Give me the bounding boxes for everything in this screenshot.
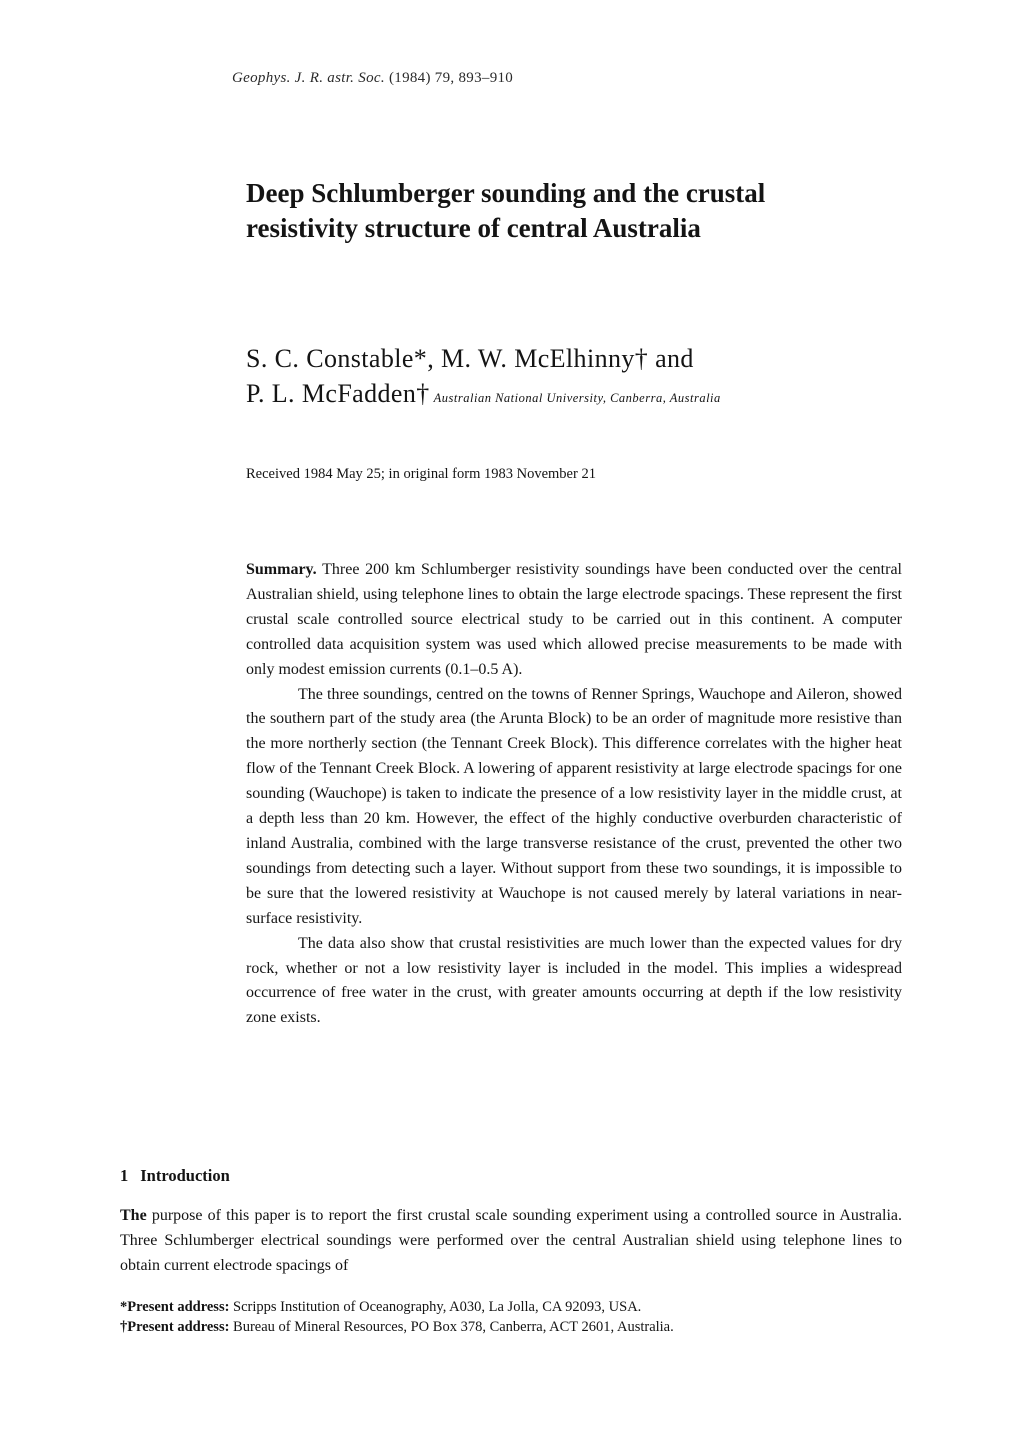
introduction-paragraph xyxy=(120,1203,902,1278)
author-line-2 xyxy=(246,376,886,416)
footnotes xyxy=(120,1297,920,1337)
footnote-2-label: Present address: xyxy=(127,1319,230,1335)
summary-section xyxy=(246,558,902,1031)
summary-paragraph-3: The data also show that crustal resistivities are much lower than the expected values for dry rock, whether or not a low resistivity layer is included in the model. This implies a widespread occurrence of free water in the crust, with greater amounts occurring at depth if the low resistivity zone exists. xyxy=(246,934,902,1027)
paper-title xyxy=(246,176,866,246)
introduction-lead-word: The xyxy=(120,1207,147,1224)
summary-paragraph-2: The three soundings, centred on the towns of Renner Springs, Wauchope and Aileron, showed the southern part of the study area (the Arunta Block) to be an order of magnitude more resistive than the more northerly section (the Tennant Creek Block). This difference correlates with the higher heat flow of the Tennant Creek Block. A lowering of apparent resistivity at large electrode spacings for one sounding (Wauchope) is taken to indicate the presence of a low resistivity layer in the middle crust, at a depth less than 20 km. However, the effect of the highly conductive overburden characteristic of inland Australia, combined with the large transverse resistance of the crust, prevented the other two soundings from detecting such a layer. Without support from these two soundings, it is impossible to be sure that the lowered resistivity at Wauchope is not caused merely by lateral variations in near-surface resistivity. xyxy=(246,685,902,927)
section-number: 1 xyxy=(120,1166,129,1185)
footnote-1 xyxy=(120,1297,920,1317)
footnote-2-mark: † xyxy=(120,1319,128,1335)
author-name-mcfadden: P. L. McFadden† xyxy=(246,379,430,408)
footnote-2 xyxy=(120,1317,920,1337)
summary-lead: Summary. xyxy=(246,561,317,578)
author-line-1: S. C. Constable*, M. W. McElhinny† and xyxy=(246,344,694,373)
summary-paragraph-1-text: Three 200 km Schlumberger resistivity soundings have been conducted over the central Australian shield, using telephone lines to obtain the large electrode spacings. These represent the first crustal scale controlled source electrical study to be carried out in this continent. A computer controlled data acquisition system was used which allowed precise measurements to be made with only modest emission currents (0.1–0.5 A). xyxy=(246,561,903,678)
received-dates: Received 1984 May 25; in original form 1983 November 21 xyxy=(246,466,596,482)
section-heading-introduction xyxy=(120,1166,230,1186)
summary-paragraph-1 xyxy=(246,558,902,683)
footnote-1-mark: * xyxy=(120,1299,128,1315)
introduction-text: purpose of this paper is to report the first crustal scale sounding experiment using a controlled source in Australia. Three Schlumberger electrical soundings were performed over the central Australian shield using telephone lines to obtain current electrode spacings of xyxy=(120,1207,902,1274)
journal-name: Geophys. J. R. astr. Soc. xyxy=(232,70,385,86)
footnote-1-text: Scripps Institution of Oceanography, A030, La Jolla, CA 92093, USA. xyxy=(233,1299,642,1315)
journal-citation xyxy=(232,70,513,87)
section-title: Introduction xyxy=(140,1166,230,1185)
journal-year-volume-pages: (1984) 79, 893–910 xyxy=(388,70,514,86)
footnote-2-text: Bureau of Mineral Resources, PO Box 378, Canberra, ACT 2601, Australia. xyxy=(233,1319,674,1335)
author-block xyxy=(246,341,886,416)
author-affiliation: Australian National University, Canberra, Australia xyxy=(433,391,721,405)
paper-title-line-2: resistivity structure of central Australia xyxy=(246,213,701,243)
paper-title-line-1: Deep Schlumberger sounding and the crustal xyxy=(246,178,766,208)
footnote-1-label: Present address: xyxy=(127,1299,230,1315)
